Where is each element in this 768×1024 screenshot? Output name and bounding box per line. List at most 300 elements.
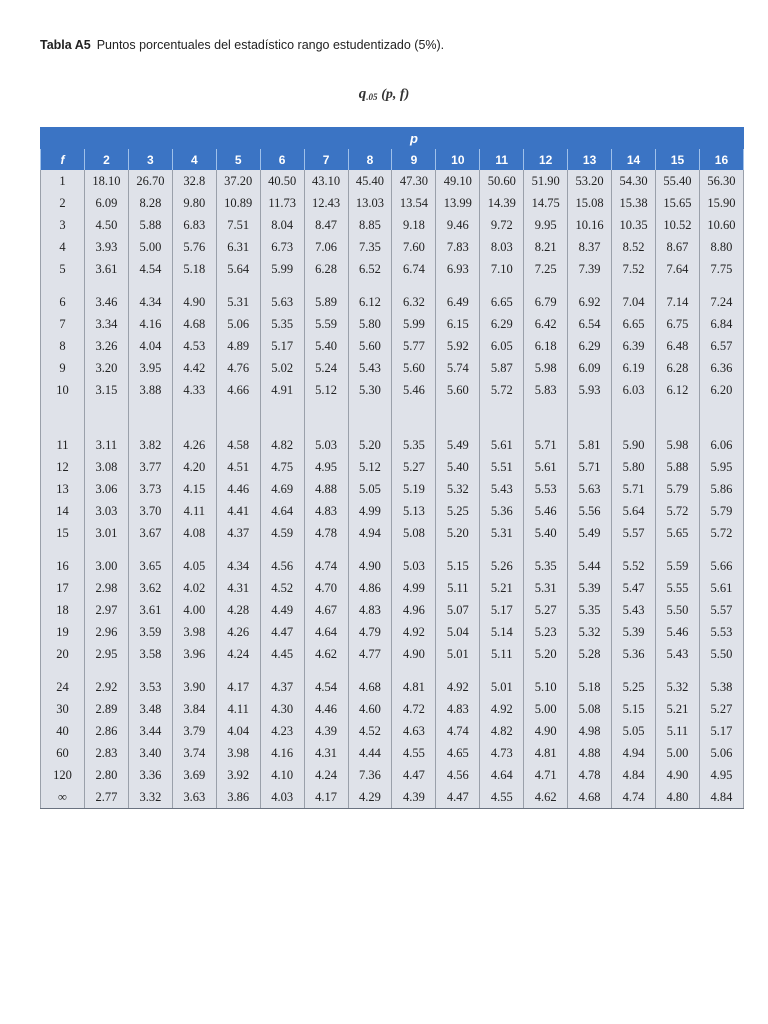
- table-cell: 4.29: [348, 786, 392, 809]
- table-cell: 5.23: [524, 621, 568, 643]
- table-cell: 5.49: [436, 434, 480, 456]
- column-header-row: [41, 149, 744, 171]
- table-cell: 5.30: [348, 379, 392, 401]
- table-cell: 3.32: [128, 786, 172, 809]
- table-cell: 6.05: [480, 335, 524, 357]
- table-cell: 6.18: [524, 335, 568, 357]
- table-cell: 4.66: [216, 379, 260, 401]
- table-cell: 5.65: [655, 522, 699, 544]
- table-cell: 4.02: [172, 577, 216, 599]
- table-cell: 18.10: [85, 170, 129, 192]
- table-cell: 5.12: [304, 379, 348, 401]
- table-cell: 5.43: [480, 478, 524, 500]
- table-cell: 4.59: [260, 522, 304, 544]
- table-cell: 2.98: [85, 577, 129, 599]
- table-cell: 5.59: [655, 555, 699, 577]
- table-cell: 3.20: [85, 357, 129, 379]
- table-cell: 4.08: [172, 522, 216, 544]
- table-cell: 4.90: [348, 555, 392, 577]
- table-cell: 7.25: [524, 258, 568, 280]
- table-cell: 4.75: [260, 456, 304, 478]
- row-label-f: ∞: [41, 786, 85, 809]
- table-cell: 4.26: [216, 621, 260, 643]
- table-cell: 6.12: [655, 379, 699, 401]
- table-cell: 4.50: [85, 214, 129, 236]
- table-cell: 5.06: [699, 742, 743, 764]
- table-cell: 5.61: [480, 434, 524, 456]
- table-cell: 6.29: [568, 335, 612, 357]
- table-cell: 5.43: [612, 599, 656, 621]
- table-caption: [40, 38, 444, 52]
- table-cell: 11.73: [260, 192, 304, 214]
- column-header-p10: 10: [436, 149, 480, 171]
- table-cell: 5.74: [436, 357, 480, 379]
- table-cell: 4.37: [216, 522, 260, 544]
- table-row: [41, 236, 744, 258]
- table-cell: 47.30: [392, 170, 436, 192]
- table-cell: 4.90: [172, 291, 216, 313]
- table-cell: 7.39: [568, 258, 612, 280]
- row-label-f: 19: [41, 621, 85, 643]
- table-cell: 4.04: [216, 720, 260, 742]
- table-cell: 5.35: [392, 434, 436, 456]
- row-header-f: f: [41, 149, 85, 171]
- table-cell: 6.19: [612, 357, 656, 379]
- table-cell: 6.73: [260, 236, 304, 258]
- table-cell: 14.39: [480, 192, 524, 214]
- table-cell: 4.60: [348, 698, 392, 720]
- table-cell: 3.67: [128, 522, 172, 544]
- table-cell: 4.64: [304, 621, 348, 643]
- caption-label: Tabla A5: [40, 38, 91, 52]
- row-label-f: 15: [41, 522, 85, 544]
- table-cell: 3.95: [128, 357, 172, 379]
- table-cell: 7.51: [216, 214, 260, 236]
- table-cell: 43.10: [304, 170, 348, 192]
- table-cell: 4.68: [348, 676, 392, 698]
- table-cell: 32.8: [172, 170, 216, 192]
- table-cell: 49.10: [436, 170, 480, 192]
- table-cell: 6.03: [612, 379, 656, 401]
- table-cell: 10.60: [699, 214, 743, 236]
- group-header-row: [41, 128, 744, 149]
- table-cell: 4.82: [480, 720, 524, 742]
- table-cell: 5.83: [524, 379, 568, 401]
- table-cell: 4.99: [392, 577, 436, 599]
- table-cell: 4.30: [260, 698, 304, 720]
- table-cell: 5.52: [612, 555, 656, 577]
- table-cell: 6.36: [699, 357, 743, 379]
- table-cell: 5.57: [612, 522, 656, 544]
- row-label-f: 20: [41, 643, 85, 665]
- table-cell: 4.92: [392, 621, 436, 643]
- column-header-p6: 6: [260, 149, 304, 171]
- table-cell: 5.11: [480, 643, 524, 665]
- table-cell: 4.26: [172, 434, 216, 456]
- table-cell: 6.31: [216, 236, 260, 258]
- table-cell: 4.24: [304, 764, 348, 786]
- table-cell: 5.31: [480, 522, 524, 544]
- table-cell: 10.52: [655, 214, 699, 236]
- row-label-f: 17: [41, 577, 85, 599]
- table-cell: 5.00: [524, 698, 568, 720]
- table-cell: 5.60: [436, 379, 480, 401]
- table-cell: 6.92: [568, 291, 612, 313]
- table-cell: 9.95: [524, 214, 568, 236]
- table-cell: 6.52: [348, 258, 392, 280]
- table-cell: 4.11: [172, 500, 216, 522]
- table-row: [41, 291, 744, 313]
- table-cell: 15.08: [568, 192, 612, 214]
- formula-symbol: q: [358, 86, 367, 102]
- table-cell: 5.46: [524, 500, 568, 522]
- table-cell: 4.96: [392, 599, 436, 621]
- table-cell: 4.88: [304, 478, 348, 500]
- table-cell: 5.77: [392, 335, 436, 357]
- table-cell: 4.77: [348, 643, 392, 665]
- table-cell: 4.52: [348, 720, 392, 742]
- table-cell: 54.30: [612, 170, 656, 192]
- table-cell: 4.23: [260, 720, 304, 742]
- table-cell: 4.70: [304, 577, 348, 599]
- group-header-spacer: [41, 128, 85, 149]
- table-cell: 5.39: [612, 621, 656, 643]
- table-cell: 3.08: [85, 456, 129, 478]
- table-row: [41, 599, 744, 621]
- row-label-f: 60: [41, 742, 85, 764]
- table-cell: 3.40: [128, 742, 172, 764]
- table-cell: 5.25: [612, 676, 656, 698]
- table-cell: 4.62: [304, 643, 348, 665]
- table-cell: 3.36: [128, 764, 172, 786]
- table-cell: 5.27: [699, 698, 743, 720]
- table-cell: 2.92: [85, 676, 129, 698]
- table-cell: 4.04: [128, 335, 172, 357]
- table-cell: 3.93: [85, 236, 129, 258]
- table-cell: 5.28: [568, 643, 612, 665]
- table-cell: 4.90: [524, 720, 568, 742]
- table-cell: 7.10: [480, 258, 524, 280]
- table-cell: 4.05: [172, 555, 216, 577]
- table-row: [41, 764, 744, 786]
- table-cell: 6.32: [392, 291, 436, 313]
- table-cell: 5.93: [568, 379, 612, 401]
- table-cell: 5.27: [392, 456, 436, 478]
- table-cell: 4.41: [216, 500, 260, 522]
- table-cell: 4.42: [172, 357, 216, 379]
- table-cell: 6.79: [524, 291, 568, 313]
- row-label-f: 30: [41, 698, 85, 720]
- table-cell: 5.64: [216, 258, 260, 280]
- table-row: [41, 258, 744, 280]
- table-cell: 5.92: [436, 335, 480, 357]
- table-cell: 7.64: [655, 258, 699, 280]
- table-cell: 4.86: [348, 577, 392, 599]
- table-cell: 4.91: [260, 379, 304, 401]
- table-cell: 4.20: [172, 456, 216, 478]
- table-cell: 10.16: [568, 214, 612, 236]
- column-header-p7: 7: [304, 149, 348, 171]
- table-cell: 4.65: [436, 742, 480, 764]
- table-cell: 4.92: [480, 698, 524, 720]
- table-cell: 2.95: [85, 643, 129, 665]
- table-cell: 4.34: [128, 291, 172, 313]
- table-cell: 5.24: [304, 357, 348, 379]
- table-cell: 4.89: [216, 335, 260, 357]
- table-cell: 5.50: [655, 599, 699, 621]
- table-cell: 4.31: [304, 742, 348, 764]
- table-row: [41, 170, 744, 192]
- table-cell: 3.69: [172, 764, 216, 786]
- table-cell: 5.01: [436, 643, 480, 665]
- table-cell: 3.34: [85, 313, 129, 335]
- table-cell: 7.06: [304, 236, 348, 258]
- table-cell: 4.51: [216, 456, 260, 478]
- table-cell: 6.20: [699, 379, 743, 401]
- table-cell: 4.46: [216, 478, 260, 500]
- table-cell: 4.31: [216, 577, 260, 599]
- table-cell: 4.63: [392, 720, 436, 742]
- table-cell: 6.65: [480, 291, 524, 313]
- column-header-p13: 13: [568, 149, 612, 171]
- table-cell: 4.82: [260, 434, 304, 456]
- table-cell: 5.00: [655, 742, 699, 764]
- table-cell: 6.54: [568, 313, 612, 335]
- table-cell: 4.78: [304, 522, 348, 544]
- table-cell: 5.44: [568, 555, 612, 577]
- column-header-p2: 2: [85, 149, 129, 171]
- table-cell: 5.25: [436, 500, 480, 522]
- row-label-f: 11: [41, 434, 85, 456]
- table-cell: 3.58: [128, 643, 172, 665]
- table-cell: 5.36: [612, 643, 656, 665]
- table-cell: 5.35: [524, 555, 568, 577]
- table-cell: 8.21: [524, 236, 568, 258]
- table-cell: 6.42: [524, 313, 568, 335]
- table-cell: 6.28: [655, 357, 699, 379]
- table-cell: 5.11: [655, 720, 699, 742]
- table-cell: 5.49: [568, 522, 612, 544]
- table-cell: 5.89: [304, 291, 348, 313]
- table-cell: 5.08: [568, 698, 612, 720]
- table-row: [41, 456, 744, 478]
- table-cell: 5.27: [524, 599, 568, 621]
- table-cell: 4.68: [568, 786, 612, 809]
- table-cell: 4.73: [480, 742, 524, 764]
- column-header-p8: 8: [348, 149, 392, 171]
- table-cell: 5.20: [524, 643, 568, 665]
- table-cell: 3.96: [172, 643, 216, 665]
- table-cell: 7.52: [612, 258, 656, 280]
- row-label-f: 10: [41, 379, 85, 401]
- table-cell: 4.74: [304, 555, 348, 577]
- table-cell: 5.90: [612, 434, 656, 456]
- group-spacer-row: [41, 280, 744, 291]
- row-label-f: 9: [41, 357, 85, 379]
- table-row: [41, 214, 744, 236]
- table-row: [41, 698, 744, 720]
- table-cell: 5.56: [568, 500, 612, 522]
- table-cell: 4.71: [524, 764, 568, 786]
- table-row: [41, 555, 744, 577]
- row-label-f: 5: [41, 258, 85, 280]
- table-cell: 4.49: [260, 599, 304, 621]
- table-cell: 6.06: [699, 434, 743, 456]
- row-label-f: 18: [41, 599, 85, 621]
- table-cell: 4.44: [348, 742, 392, 764]
- table-cell: 5.35: [260, 313, 304, 335]
- table-cell: 3.77: [128, 456, 172, 478]
- table-cell: 3.79: [172, 720, 216, 742]
- table-cell: 3.62: [128, 577, 172, 599]
- table-cell: 5.07: [436, 599, 480, 621]
- column-header-p15: 15: [655, 149, 699, 171]
- table-cell: 5.88: [655, 456, 699, 478]
- table-cell: 53.20: [568, 170, 612, 192]
- table-cell: 5.20: [348, 434, 392, 456]
- table-cell: 5.38: [699, 676, 743, 698]
- row-label-f: 4: [41, 236, 85, 258]
- table-cell: 5.43: [655, 643, 699, 665]
- table-cell: 4.84: [699, 786, 743, 809]
- table-cell: 6.57: [699, 335, 743, 357]
- table-cell: 4.10: [260, 764, 304, 786]
- table-cell: 51.90: [524, 170, 568, 192]
- table-cell: 4.80: [655, 786, 699, 809]
- table-cell: 4.17: [304, 786, 348, 809]
- table-cell: 10.35: [612, 214, 656, 236]
- table-cell: 5.14: [480, 621, 524, 643]
- table-cell: 4.95: [304, 456, 348, 478]
- table-cell: 3.61: [128, 599, 172, 621]
- table-cell: 5.02: [260, 357, 304, 379]
- table-cell: 6.49: [436, 291, 480, 313]
- table-cell: 4.72: [392, 698, 436, 720]
- table-cell: 50.60: [480, 170, 524, 192]
- table-cell: 7.60: [392, 236, 436, 258]
- table-cell: 15.38: [612, 192, 656, 214]
- table-cell: 5.64: [612, 500, 656, 522]
- table-cell: 9.80: [172, 192, 216, 214]
- table-cell: 6.12: [348, 291, 392, 313]
- table-cell: 3.82: [128, 434, 172, 456]
- table-cell: 5.59: [304, 313, 348, 335]
- table-cell: 6.09: [568, 357, 612, 379]
- table-cell: 5.87: [480, 357, 524, 379]
- table-cell: 3.48: [128, 698, 172, 720]
- table-cell: 3.01: [85, 522, 129, 544]
- table-cell: 5.01: [480, 676, 524, 698]
- table-cell: 5.55: [655, 577, 699, 599]
- table-cell: 5.17: [260, 335, 304, 357]
- formula-subscript: .05: [366, 92, 378, 102]
- table-row: [41, 577, 744, 599]
- table-cell: 6.15: [436, 313, 480, 335]
- table-cell: 7.36: [348, 764, 392, 786]
- table-cell: 4.24: [216, 643, 260, 665]
- table-cell: 15.65: [655, 192, 699, 214]
- row-label-f: 12: [41, 456, 85, 478]
- table-row: [41, 478, 744, 500]
- table-cell: 5.20: [436, 522, 480, 544]
- table-cell: 5.11: [436, 577, 480, 599]
- table-cell: 5.36: [480, 500, 524, 522]
- table-cell: 2.83: [85, 742, 129, 764]
- table-cell: 4.00: [172, 599, 216, 621]
- table-cell: 4.28: [216, 599, 260, 621]
- column-header-p9: 9: [392, 149, 436, 171]
- table-cell: 5.18: [568, 676, 612, 698]
- table-row: [41, 192, 744, 214]
- row-label-f: 2: [41, 192, 85, 214]
- table-cell: 5.60: [392, 357, 436, 379]
- row-label-f: 1: [41, 170, 85, 192]
- table-cell: 2.77: [85, 786, 129, 809]
- table-cell: 6.93: [436, 258, 480, 280]
- table-cell: 5.08: [392, 522, 436, 544]
- table-cell: 9.72: [480, 214, 524, 236]
- table-cell: 12.43: [304, 192, 348, 214]
- table-cell: 2.80: [85, 764, 129, 786]
- table-cell: 4.37: [260, 676, 304, 698]
- table-cell: 5.88: [128, 214, 172, 236]
- row-label-f: 16: [41, 555, 85, 577]
- table-cell: 8.37: [568, 236, 612, 258]
- table-cell: 4.47: [392, 764, 436, 786]
- table-cell: 3.11: [85, 434, 129, 456]
- table-cell: 5.95: [699, 456, 743, 478]
- table-cell: 4.76: [216, 357, 260, 379]
- table-cell: 5.06: [216, 313, 260, 335]
- table-cell: 5.17: [480, 599, 524, 621]
- table-cell: 5.04: [436, 621, 480, 643]
- table-cell: 5.40: [304, 335, 348, 357]
- table-cell: 4.81: [392, 676, 436, 698]
- table-row: [41, 720, 744, 742]
- table-cell: 7.83: [436, 236, 480, 258]
- table-cell: 5.98: [655, 434, 699, 456]
- table-cell: 4.69: [260, 478, 304, 500]
- table-cell: 4.78: [568, 764, 612, 786]
- table-cell: 8.67: [655, 236, 699, 258]
- row-label-f: 6: [41, 291, 85, 313]
- row-label-f: 40: [41, 720, 85, 742]
- table-cell: 8.52: [612, 236, 656, 258]
- table-cell: 4.55: [392, 742, 436, 764]
- table-cell: 5.57: [699, 599, 743, 621]
- table-cell: 4.47: [260, 621, 304, 643]
- table-cell: 4.39: [304, 720, 348, 742]
- table-cell: 3.86: [216, 786, 260, 809]
- table-cell: 5.31: [216, 291, 260, 313]
- row-label-f: 7: [41, 313, 85, 335]
- table-cell: 5.35: [568, 599, 612, 621]
- column-header-p4: 4: [172, 149, 216, 171]
- table-cell: 6.83: [172, 214, 216, 236]
- table-cell: 4.17: [216, 676, 260, 698]
- table-cell: 6.84: [699, 313, 743, 335]
- group-spacer-row: [41, 544, 744, 555]
- table-cell: 5.81: [568, 434, 612, 456]
- table-cell: 4.46: [304, 698, 348, 720]
- table-cell: 4.74: [436, 720, 480, 742]
- table-cell: 5.26: [480, 555, 524, 577]
- table-cell: 4.62: [524, 786, 568, 809]
- table-cell: 5.46: [392, 379, 436, 401]
- formula-title: [0, 86, 768, 103]
- table-cell: 26.70: [128, 170, 172, 192]
- table-cell: 3.06: [85, 478, 129, 500]
